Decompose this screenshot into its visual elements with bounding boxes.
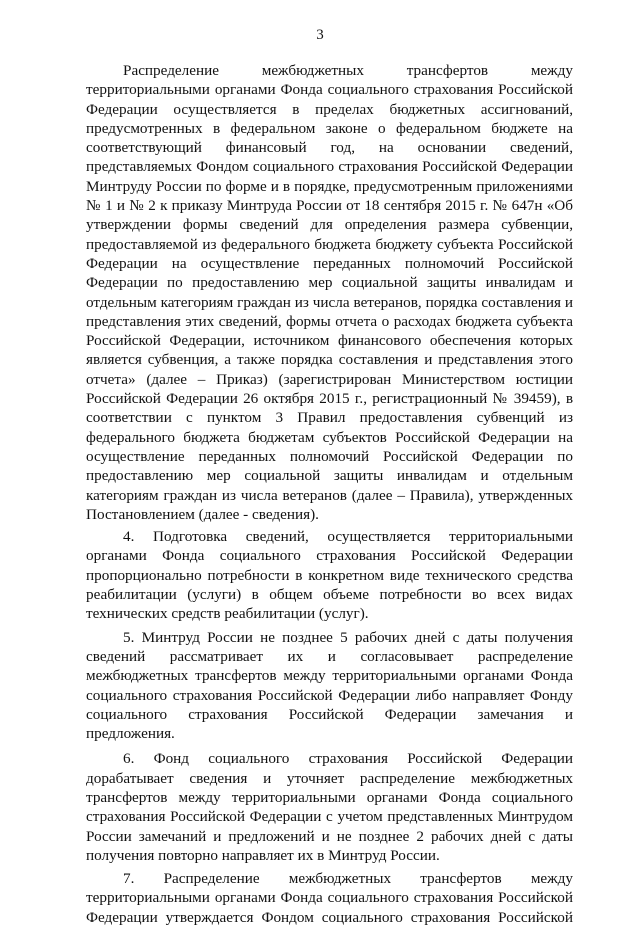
- page-number: 3: [316, 27, 324, 43]
- paragraph-item-4: 4. Подготовка сведений, осуществляется территориальными органами Фонда социального страхования Российской Федерации пропорционально потребности в конкретном виде технического средства реабилитации (услуги) в общем объеме потребности во всех видах технических средств реабилитации (услуг).: [86, 528, 573, 623]
- paragraph-item-7: 7. Распределение межбюджетных трансфертов между территориальными органами Фонда социального страхования Российской Федерации утверждается Фондом социального страхования Российской: [86, 870, 573, 926]
- paragraph-distribution-of-transfers: Распределение межбюджетных трансфертов между территориальными органами Фонда социального страхования Российской Федерации осуществляется в пределах бюджетных ассигнований, предусмотренных в федеральном законе о федеральном бюджете на соответствующий финансовый год, на основании сведений, представляемых Фондом социального страхования Российской Федерации Минтруду России по форме и в порядке, предусмотренным приложениями № 1 и № 2 к приказу Минтруда России от 18 сентября 2015 г. № 647н «Об утверждении формы сведений для определения размера субвенции, предоставляемой из федерального бюджета бюджету субъекта Российской Федерации на осуществление переданных полномочий Российской Федерации по предоставлению мер социальной защиты инвалидам и отдельным категориям граждан из числа ветеранов, порядка составления и представления этих сведений, формы отчета о расходах бюджета субъекта Российской Федерации, источником финансового обеспечения которых является субвенция, а также порядка составления и представления этого отчета» (далее – Приказ) (зарегистрирован Министерством юстиции Российской Федерации 26 октября 2015 г., регистрационный № 39459), в соответствии с пунктом 3 Правил предоставления субвенций из федерального бюджета бюджетам субъектов Российской Федерации на осуществление переданных полномочий Российской Федерации по предоставлению мер социальной защиты инвалидам и отдельным категориям граждан из числа ветеранов (далее – Правила), утвержденных Постановлением (далее - сведения).: [86, 62, 573, 523]
- document-body: [86, 61, 573, 927]
- paragraph-item-6: 6. Фонд социального страхования Российской Федерации дорабатывает сведения и уточняет распределение межбюджетных трансфертов между территориальными органами Фонда социального страхования Российской Федерации с учетом представленных Минтрудом России замечаний и предложений и не позднее 2 рабочих дней с даты получения повторно направляет их в Минтруд России.: [86, 750, 573, 864]
- paragraph-item-5: 5. Минтруд России не позднее 5 рабочих дней с даты получения сведений рассматривает их и согласовывает распределение межбюджетных трансфертов между территориальными органами Фонда социального страхования Российской Федерации либо направляет Фонду социального страхования Российской Федерации замечания и предложения.: [86, 628, 573, 743]
